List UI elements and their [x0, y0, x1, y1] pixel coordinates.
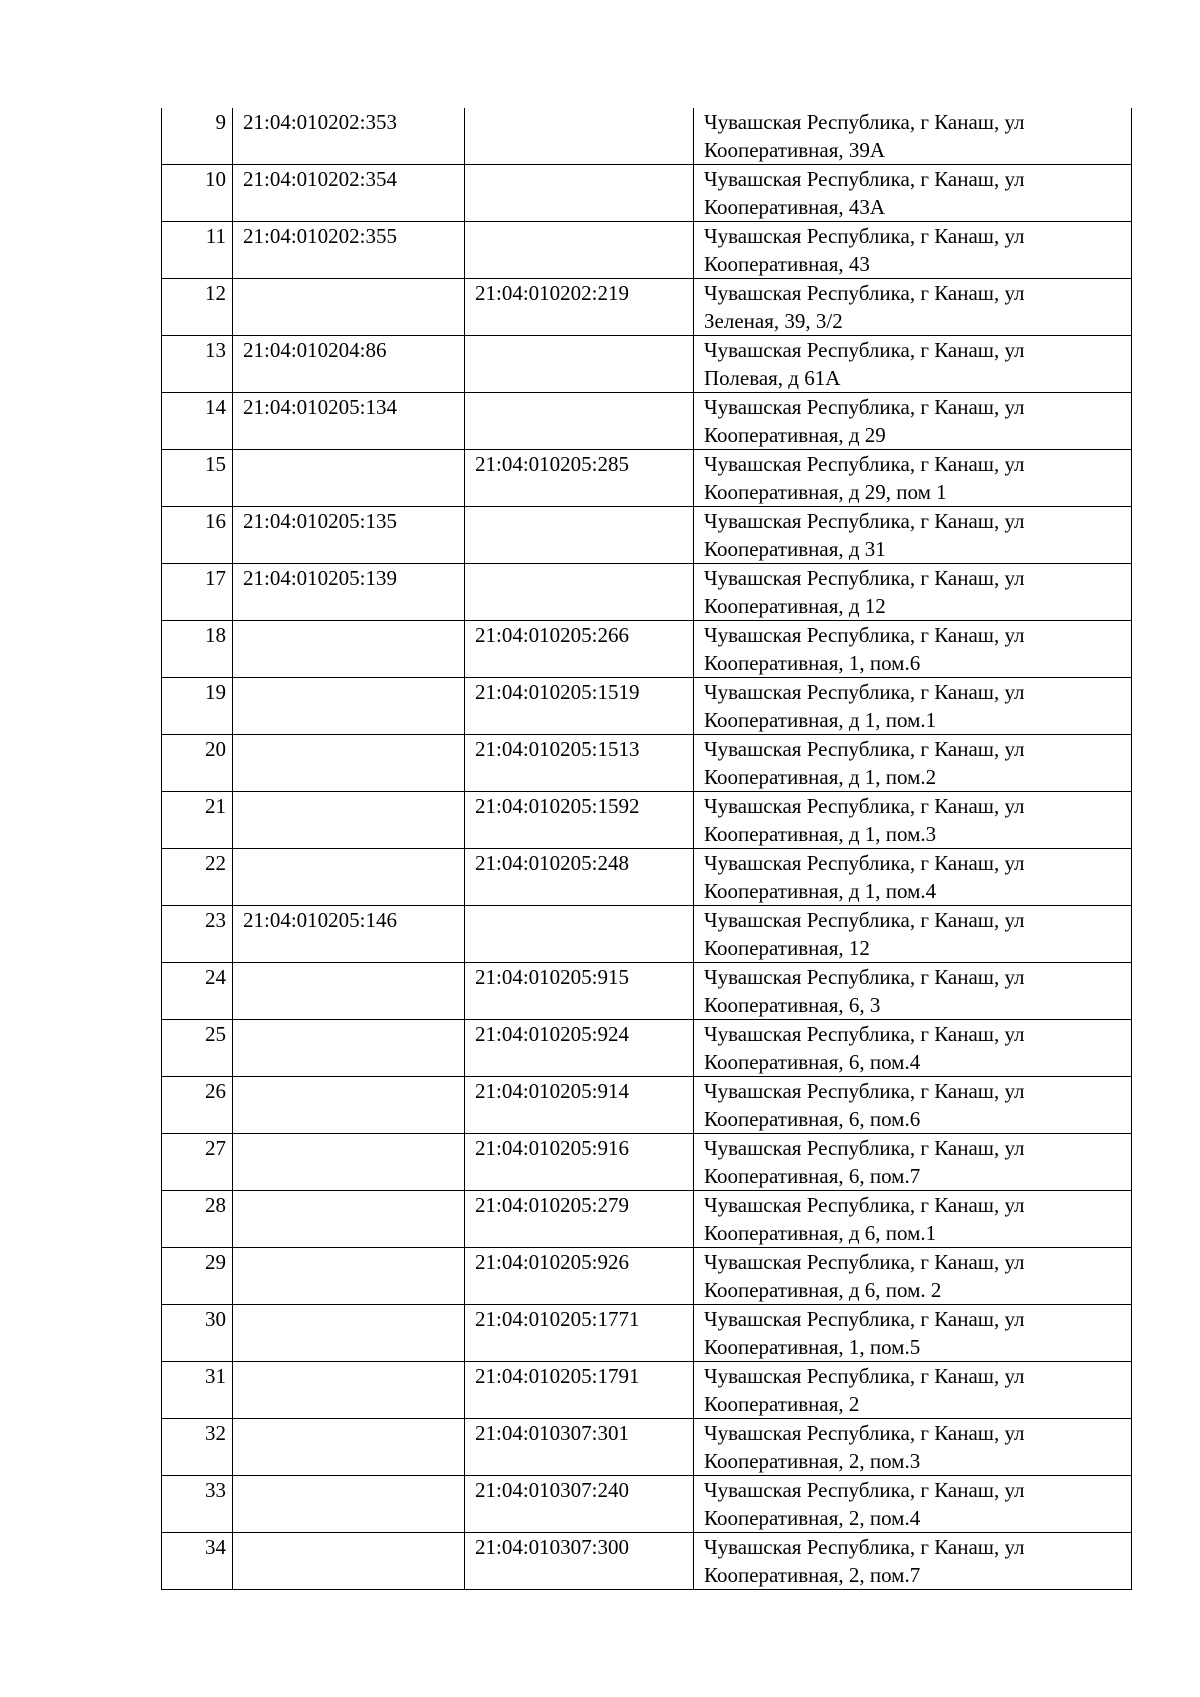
address-line: Чувашская Республика, г Канаш, ул	[704, 1079, 1025, 1103]
row-number-cell: 26	[162, 1077, 233, 1134]
table-row	[162, 906, 1132, 963]
object-cadastral-number-cell: 21:04:010205:1592	[465, 792, 694, 849]
land-cadastral-number-cell: 21:04:010205:134	[233, 393, 465, 450]
table-row	[162, 108, 1132, 165]
row-number-cell: 19	[162, 678, 233, 735]
row-number-cell: 25	[162, 1020, 233, 1077]
address-line: Кооперативная, 2, пом.3	[704, 1449, 921, 1473]
address-line: Чувашская Республика, г Канаш, ул	[704, 224, 1025, 248]
land-cadastral-number-cell	[233, 1134, 465, 1191]
row-number-cell: 21	[162, 792, 233, 849]
address-line: Кооперативная, 39А	[704, 138, 886, 162]
table-row	[162, 1134, 1132, 1191]
land-cadastral-number-cell	[233, 1077, 465, 1134]
object-cadastral-number-cell: 21:04:010205:279	[465, 1191, 694, 1248]
address-line: Кооперативная, 12	[704, 936, 870, 960]
table-row	[162, 507, 1132, 564]
address-line: Кооперативная, 43А	[704, 195, 886, 219]
row-number-cell: 13	[162, 336, 233, 393]
row-number-cell: 28	[162, 1191, 233, 1248]
object-cadastral-number-cell	[465, 564, 694, 621]
address-line: Чувашская Республика, г Канаш, ул	[704, 737, 1025, 761]
address-cell	[694, 1419, 1132, 1476]
table-row	[162, 393, 1132, 450]
address-cell	[694, 1476, 1132, 1533]
address-line: Зеленая, 39, 3/2	[704, 309, 843, 333]
address-line: Кооперативная, 1, пом.6	[704, 651, 921, 675]
row-number-cell: 32	[162, 1419, 233, 1476]
table-row	[162, 279, 1132, 336]
address-line: Чувашская Республика, г Канаш, ул	[704, 1535, 1025, 1559]
address-line: Чувашская Республика, г Канаш, ул	[704, 680, 1025, 704]
address-line: Чувашская Республика, г Канаш, ул	[704, 1478, 1025, 1502]
table-row	[162, 1305, 1132, 1362]
land-cadastral-number-cell: 21:04:010205:146	[233, 906, 465, 963]
address-line: Кооперативная, д 29	[704, 423, 886, 447]
address-line: Кооперативная, д 29, пом 1	[704, 480, 947, 504]
row-number-cell: 31	[162, 1362, 233, 1419]
row-number-cell: 27	[162, 1134, 233, 1191]
object-cadastral-number-cell	[465, 165, 694, 222]
address-cell	[694, 222, 1132, 279]
table-row	[162, 336, 1132, 393]
object-cadastral-number-cell: 21:04:010205:914	[465, 1077, 694, 1134]
land-cadastral-number-cell	[233, 1419, 465, 1476]
land-cadastral-number-cell: 21:04:010205:139	[233, 564, 465, 621]
row-number-cell: 10	[162, 165, 233, 222]
address-line: Кооперативная, д 1, пом.4	[704, 879, 937, 903]
land-cadastral-number-cell	[233, 450, 465, 507]
address-line: Кооперативная, д 1, пом.3	[704, 822, 937, 846]
address-cell	[694, 1191, 1132, 1248]
row-number-cell: 17	[162, 564, 233, 621]
address-cell	[694, 678, 1132, 735]
table-row	[162, 678, 1132, 735]
object-cadastral-number-cell: 21:04:010205:1791	[465, 1362, 694, 1419]
address-cell	[694, 336, 1132, 393]
land-cadastral-number-cell	[233, 1248, 465, 1305]
address-cell	[694, 1077, 1132, 1134]
object-cadastral-number-cell: 21:04:010205:924	[465, 1020, 694, 1077]
address-line: Чувашская Республика, г Канаш, ул	[704, 1022, 1025, 1046]
table-row	[162, 1191, 1132, 1248]
address-cell	[694, 393, 1132, 450]
land-cadastral-number-cell	[233, 1533, 465, 1590]
address-line: Чувашская Республика, г Канаш, ул	[704, 509, 1025, 533]
land-cadastral-number-cell: 21:04:010202:353	[233, 108, 465, 165]
object-cadastral-number-cell: 21:04:010307:300	[465, 1533, 694, 1590]
table-row	[162, 1362, 1132, 1419]
land-cadastral-number-cell	[233, 792, 465, 849]
address-cell	[694, 1305, 1132, 1362]
address-line: Кооперативная, д 1, пом.1	[704, 708, 937, 732]
address-line: Кооперативная, 6, 3	[704, 993, 881, 1017]
address-cell	[694, 849, 1132, 906]
address-line: Кооперативная, 2	[704, 1392, 860, 1416]
land-cadastral-number-cell	[233, 1191, 465, 1248]
address-cell	[694, 1362, 1132, 1419]
land-cadastral-number-cell: 21:04:010202:355	[233, 222, 465, 279]
address-line: Чувашская Республика, г Канаш, ул	[704, 1136, 1025, 1160]
row-number-cell: 16	[162, 507, 233, 564]
row-number-cell: 9	[162, 108, 233, 165]
row-number-cell: 23	[162, 906, 233, 963]
address-line: Чувашская Республика, г Канаш, ул	[704, 281, 1025, 305]
land-cadastral-number-cell	[233, 1476, 465, 1533]
address-cell	[694, 450, 1132, 507]
address-line: Чувашская Республика, г Канаш, ул	[704, 566, 1025, 590]
address-line: Чувашская Республика, г Канаш, ул	[704, 1421, 1025, 1445]
table-row	[162, 450, 1132, 507]
land-cadastral-number-cell	[233, 735, 465, 792]
object-cadastral-number-cell: 21:04:010205:916	[465, 1134, 694, 1191]
address-line: Чувашская Республика, г Канаш, ул	[704, 965, 1025, 989]
table-body	[162, 108, 1132, 1590]
land-cadastral-number-cell	[233, 963, 465, 1020]
object-cadastral-number-cell	[465, 507, 694, 564]
address-line: Чувашская Республика, г Канаш, ул	[704, 452, 1025, 476]
address-cell	[694, 279, 1132, 336]
table-row	[162, 849, 1132, 906]
address-line: Чувашская Республика, г Канаш, ул	[704, 395, 1025, 419]
row-number-cell: 15	[162, 450, 233, 507]
row-number-cell: 33	[162, 1476, 233, 1533]
address-line: Кооперативная, 2, пом.4	[704, 1506, 921, 1530]
row-number-cell: 22	[162, 849, 233, 906]
row-number-cell: 11	[162, 222, 233, 279]
land-cadastral-number-cell: 21:04:010204:86	[233, 336, 465, 393]
address-cell	[694, 963, 1132, 1020]
table-row	[162, 621, 1132, 678]
table-row	[162, 165, 1132, 222]
table-row	[162, 1533, 1132, 1590]
address-cell	[694, 1248, 1132, 1305]
object-cadastral-number-cell: 21:04:010205:926	[465, 1248, 694, 1305]
address-cell	[694, 1533, 1132, 1590]
address-cell	[694, 735, 1132, 792]
object-cadastral-number-cell	[465, 108, 694, 165]
row-number-cell: 34	[162, 1533, 233, 1590]
object-cadastral-number-cell: 21:04:010202:219	[465, 279, 694, 336]
address-cell	[694, 1134, 1132, 1191]
address-line: Кооперативная, д 6, пом.1	[704, 1221, 937, 1245]
address-cell	[694, 1020, 1132, 1077]
address-line: Полевая, д 61А	[704, 366, 841, 390]
address-line: Чувашская Республика, г Канаш, ул	[704, 167, 1025, 191]
land-cadastral-number-cell: 21:04:010205:135	[233, 507, 465, 564]
address-line: Чувашская Республика, г Канаш, ул	[704, 623, 1025, 647]
object-cadastral-number-cell: 21:04:010205:1513	[465, 735, 694, 792]
row-number-cell: 24	[162, 963, 233, 1020]
object-cadastral-number-cell	[465, 393, 694, 450]
address-line: Чувашская Республика, г Канаш, ул	[704, 908, 1025, 932]
address-cell	[694, 564, 1132, 621]
row-number-cell: 30	[162, 1305, 233, 1362]
object-cadastral-number-cell: 21:04:010205:248	[465, 849, 694, 906]
table-row	[162, 1248, 1132, 1305]
land-cadastral-number-cell	[233, 849, 465, 906]
land-cadastral-number-cell	[233, 1305, 465, 1362]
object-cadastral-number-cell: 21:04:010205:1519	[465, 678, 694, 735]
row-number-cell: 29	[162, 1248, 233, 1305]
address-line: Чувашская Республика, г Канаш, ул	[704, 1250, 1025, 1274]
address-line: Чувашская Республика, г Канаш, ул	[704, 794, 1025, 818]
row-number-cell: 18	[162, 621, 233, 678]
address-line: Чувашская Республика, г Канаш, ул	[704, 1307, 1025, 1331]
land-cadastral-number-cell	[233, 1362, 465, 1419]
address-cell	[694, 507, 1132, 564]
table-row	[162, 1020, 1132, 1077]
table-row	[162, 792, 1132, 849]
object-cadastral-number-cell	[465, 222, 694, 279]
address-cell	[694, 108, 1132, 165]
object-cadastral-number-cell	[465, 906, 694, 963]
object-cadastral-number-cell: 21:04:010307:301	[465, 1419, 694, 1476]
object-cadastral-number-cell: 21:04:010205:915	[465, 963, 694, 1020]
table-row	[162, 564, 1132, 621]
table-row	[162, 1077, 1132, 1134]
land-cadastral-number-cell	[233, 678, 465, 735]
address-cell	[694, 165, 1132, 222]
address-line: Чувашская Республика, г Канаш, ул	[704, 1193, 1025, 1217]
address-line: Кооперативная, д 31	[704, 537, 886, 561]
table-row	[162, 1476, 1132, 1533]
address-line: Кооперативная, д 6, пом. 2	[704, 1278, 942, 1302]
land-cadastral-number-cell	[233, 1020, 465, 1077]
address-cell	[694, 906, 1132, 963]
address-cell	[694, 792, 1132, 849]
address-line: Кооперативная, д 1, пом.2	[704, 765, 937, 789]
address-line: Кооперативная, 6, пом.7	[704, 1164, 921, 1188]
row-number-cell: 20	[162, 735, 233, 792]
address-line: Кооперативная, 43	[704, 252, 870, 276]
object-cadastral-number-cell	[465, 336, 694, 393]
table-row	[162, 1419, 1132, 1476]
address-line: Кооперативная, 1, пом.5	[704, 1335, 921, 1359]
object-cadastral-number-cell: 21:04:010205:1771	[465, 1305, 694, 1362]
address-line: Чувашская Республика, г Канаш, ул	[704, 1364, 1025, 1388]
object-cadastral-number-cell: 21:04:010205:266	[465, 621, 694, 678]
table-row	[162, 222, 1132, 279]
table-row	[162, 735, 1132, 792]
row-number-cell: 14	[162, 393, 233, 450]
address-line: Чувашская Республика, г Канаш, ул	[704, 851, 1025, 875]
address-line: Чувашская Республика, г Канаш, ул	[704, 338, 1025, 362]
land-cadastral-number-cell	[233, 621, 465, 678]
cadastral-objects-table	[161, 108, 1132, 1590]
address-line: Кооперативная, 6, пом.6	[704, 1107, 921, 1131]
object-cadastral-number-cell: 21:04:010307:240	[465, 1476, 694, 1533]
land-cadastral-number-cell	[233, 279, 465, 336]
address-cell	[694, 621, 1132, 678]
address-line: Кооперативная, 2, пом.7	[704, 1563, 921, 1587]
land-cadastral-number-cell: 21:04:010202:354	[233, 165, 465, 222]
object-cadastral-number-cell: 21:04:010205:285	[465, 450, 694, 507]
table-row	[162, 963, 1132, 1020]
address-line: Чувашская Республика, г Канаш, ул	[704, 110, 1025, 134]
address-line: Кооперативная, д 12	[704, 594, 886, 618]
address-line: Кооперативная, 6, пом.4	[704, 1050, 921, 1074]
row-number-cell: 12	[162, 279, 233, 336]
